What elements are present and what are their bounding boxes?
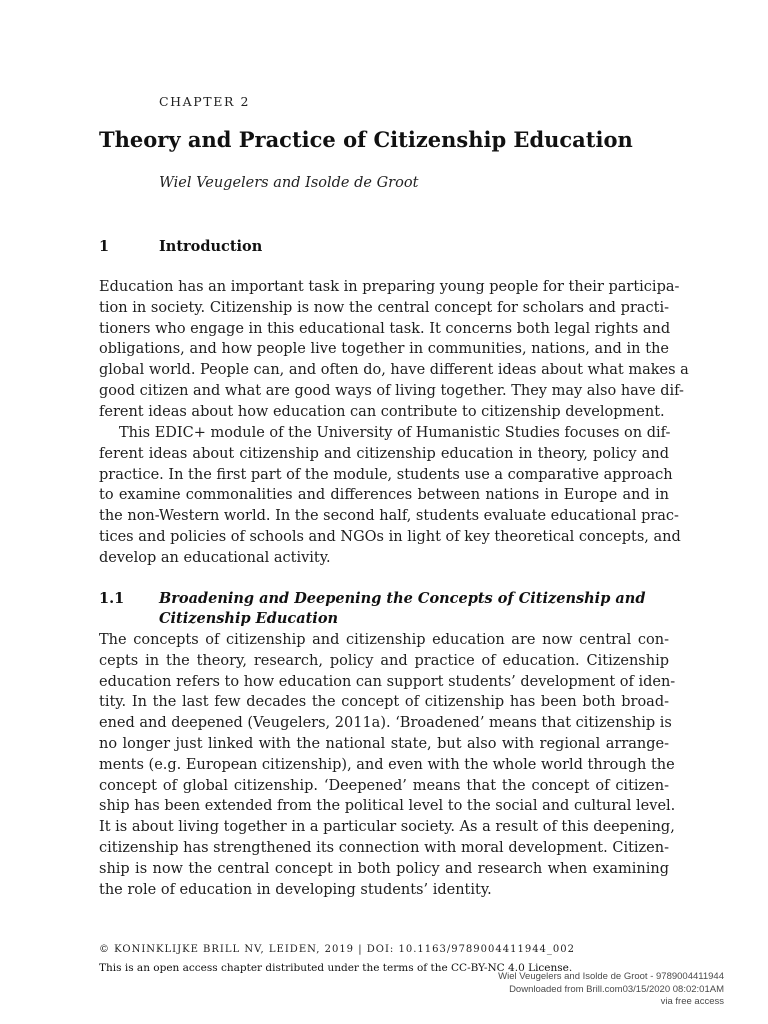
text-line: obligations, and how people live together in communities, nations, and in the <box>99 341 669 358</box>
watermark-line: Wiel Veugelers and Isolde de Groot - 9789004411944 <box>498 971 724 982</box>
intro-paragraph-2 <box>99 423 681 569</box>
text-line: education refers to how education can support students’ development of iden- <box>99 673 676 690</box>
text-line: Education has an important task in preparing young people for their participa- <box>99 279 680 295</box>
text-line: practice. In the first part of the module, students use a comparative approach <box>99 466 673 483</box>
text-line: the role of education in developing students’ identity. <box>99 881 492 898</box>
text-line: ship has been extended from the political level to the social and cultural level. <box>99 798 676 815</box>
text-line: ship is now the central concept in both policy and research when examining <box>99 860 669 877</box>
text-line: It is about living together in a particular society. As a result of this deepening, <box>99 819 675 836</box>
text-line: cepts in the theory, research, policy and practice of education. Citizenship <box>99 652 669 669</box>
text-line: ened and deepened (Veugelers, 2011a). ‘Broadened’ means that citizenship is <box>99 715 672 732</box>
text-line: citizenship has strengthened its connection with moral development. Citizen- <box>99 839 669 856</box>
footer-copyright: © KONINKLIJKE BRILL NV, LEIDEN, 2019 | DOI: 10.1163/9789004411944_002 <box>99 944 576 955</box>
text-line: ments (e.g. European citizenship), and even with the whole world through the <box>99 756 675 773</box>
text-line: global world. People can, and often do, have different ideas about what makes a <box>99 362 689 379</box>
text-line: The concepts of citizenship and citizenship education are now central con- <box>99 632 669 648</box>
text-line: concept of global citizenship. ‘Deepened’ means that the concept of citizen- <box>99 777 669 794</box>
text-line: good citizen and what are good ways of living together. They may also have dif- <box>99 382 684 399</box>
subsection-title-line: Broadening and Deepening the Concepts of Citizenship and <box>159 590 646 607</box>
text-line: the non-Western world. In the second half, students evaluate educational prac- <box>99 508 679 525</box>
download-watermark <box>498 971 724 1009</box>
intro-paragraph-1 <box>99 277 689 423</box>
text-line: to examine commonalities and differences between nations in Europe and in <box>99 487 669 504</box>
section-title: Introduction <box>159 238 263 255</box>
text-line: tion in society. Citizenship is now the central concept for scholars and practi- <box>99 299 669 316</box>
footer-license: This is an open access chapter distributed under the terms of the CC-BY-NC 4.0 License. <box>99 962 573 974</box>
chapter-title: Theory and Practice of Citizenship Education <box>99 127 633 152</box>
chapter-label: CHAPTER 2 <box>159 94 251 109</box>
chapter-authors: Wiel Veugelers and Isolde de Groot <box>159 175 419 191</box>
watermark-line: Downloaded from Brill.com03/15/2020 08:02:01AM <box>509 983 724 995</box>
text-line: ferent ideas about citizenship and citizenship education in theory, policy and <box>99 445 669 462</box>
subsection-number: 1.1 <box>99 590 125 607</box>
text-line: tioners who engage in this educational task. It concerns both legal rights and <box>99 320 671 337</box>
text-line: This EDIC+ module of the University of Humanistic Studies focuses on dif- <box>119 425 671 441</box>
watermark-line: via free access <box>660 996 724 1007</box>
text-line: develop an educational activity. <box>99 549 331 566</box>
section-number: 1 <box>99 238 110 255</box>
subsection-paragraph <box>99 630 676 900</box>
text-line: no longer just linked with the national state, but also with regional arrange- <box>99 735 669 752</box>
text-line: ferent ideas about how education can contribute to citizenship development. <box>99 403 665 420</box>
text-line: tices and policies of schools and NGOs in light of key theoretical concepts, and <box>99 528 681 545</box>
subsection-title-line: Citizenship Education <box>159 610 339 627</box>
text-line: tity. In the last few decades the concept of citizenship has been both broad- <box>99 694 669 711</box>
